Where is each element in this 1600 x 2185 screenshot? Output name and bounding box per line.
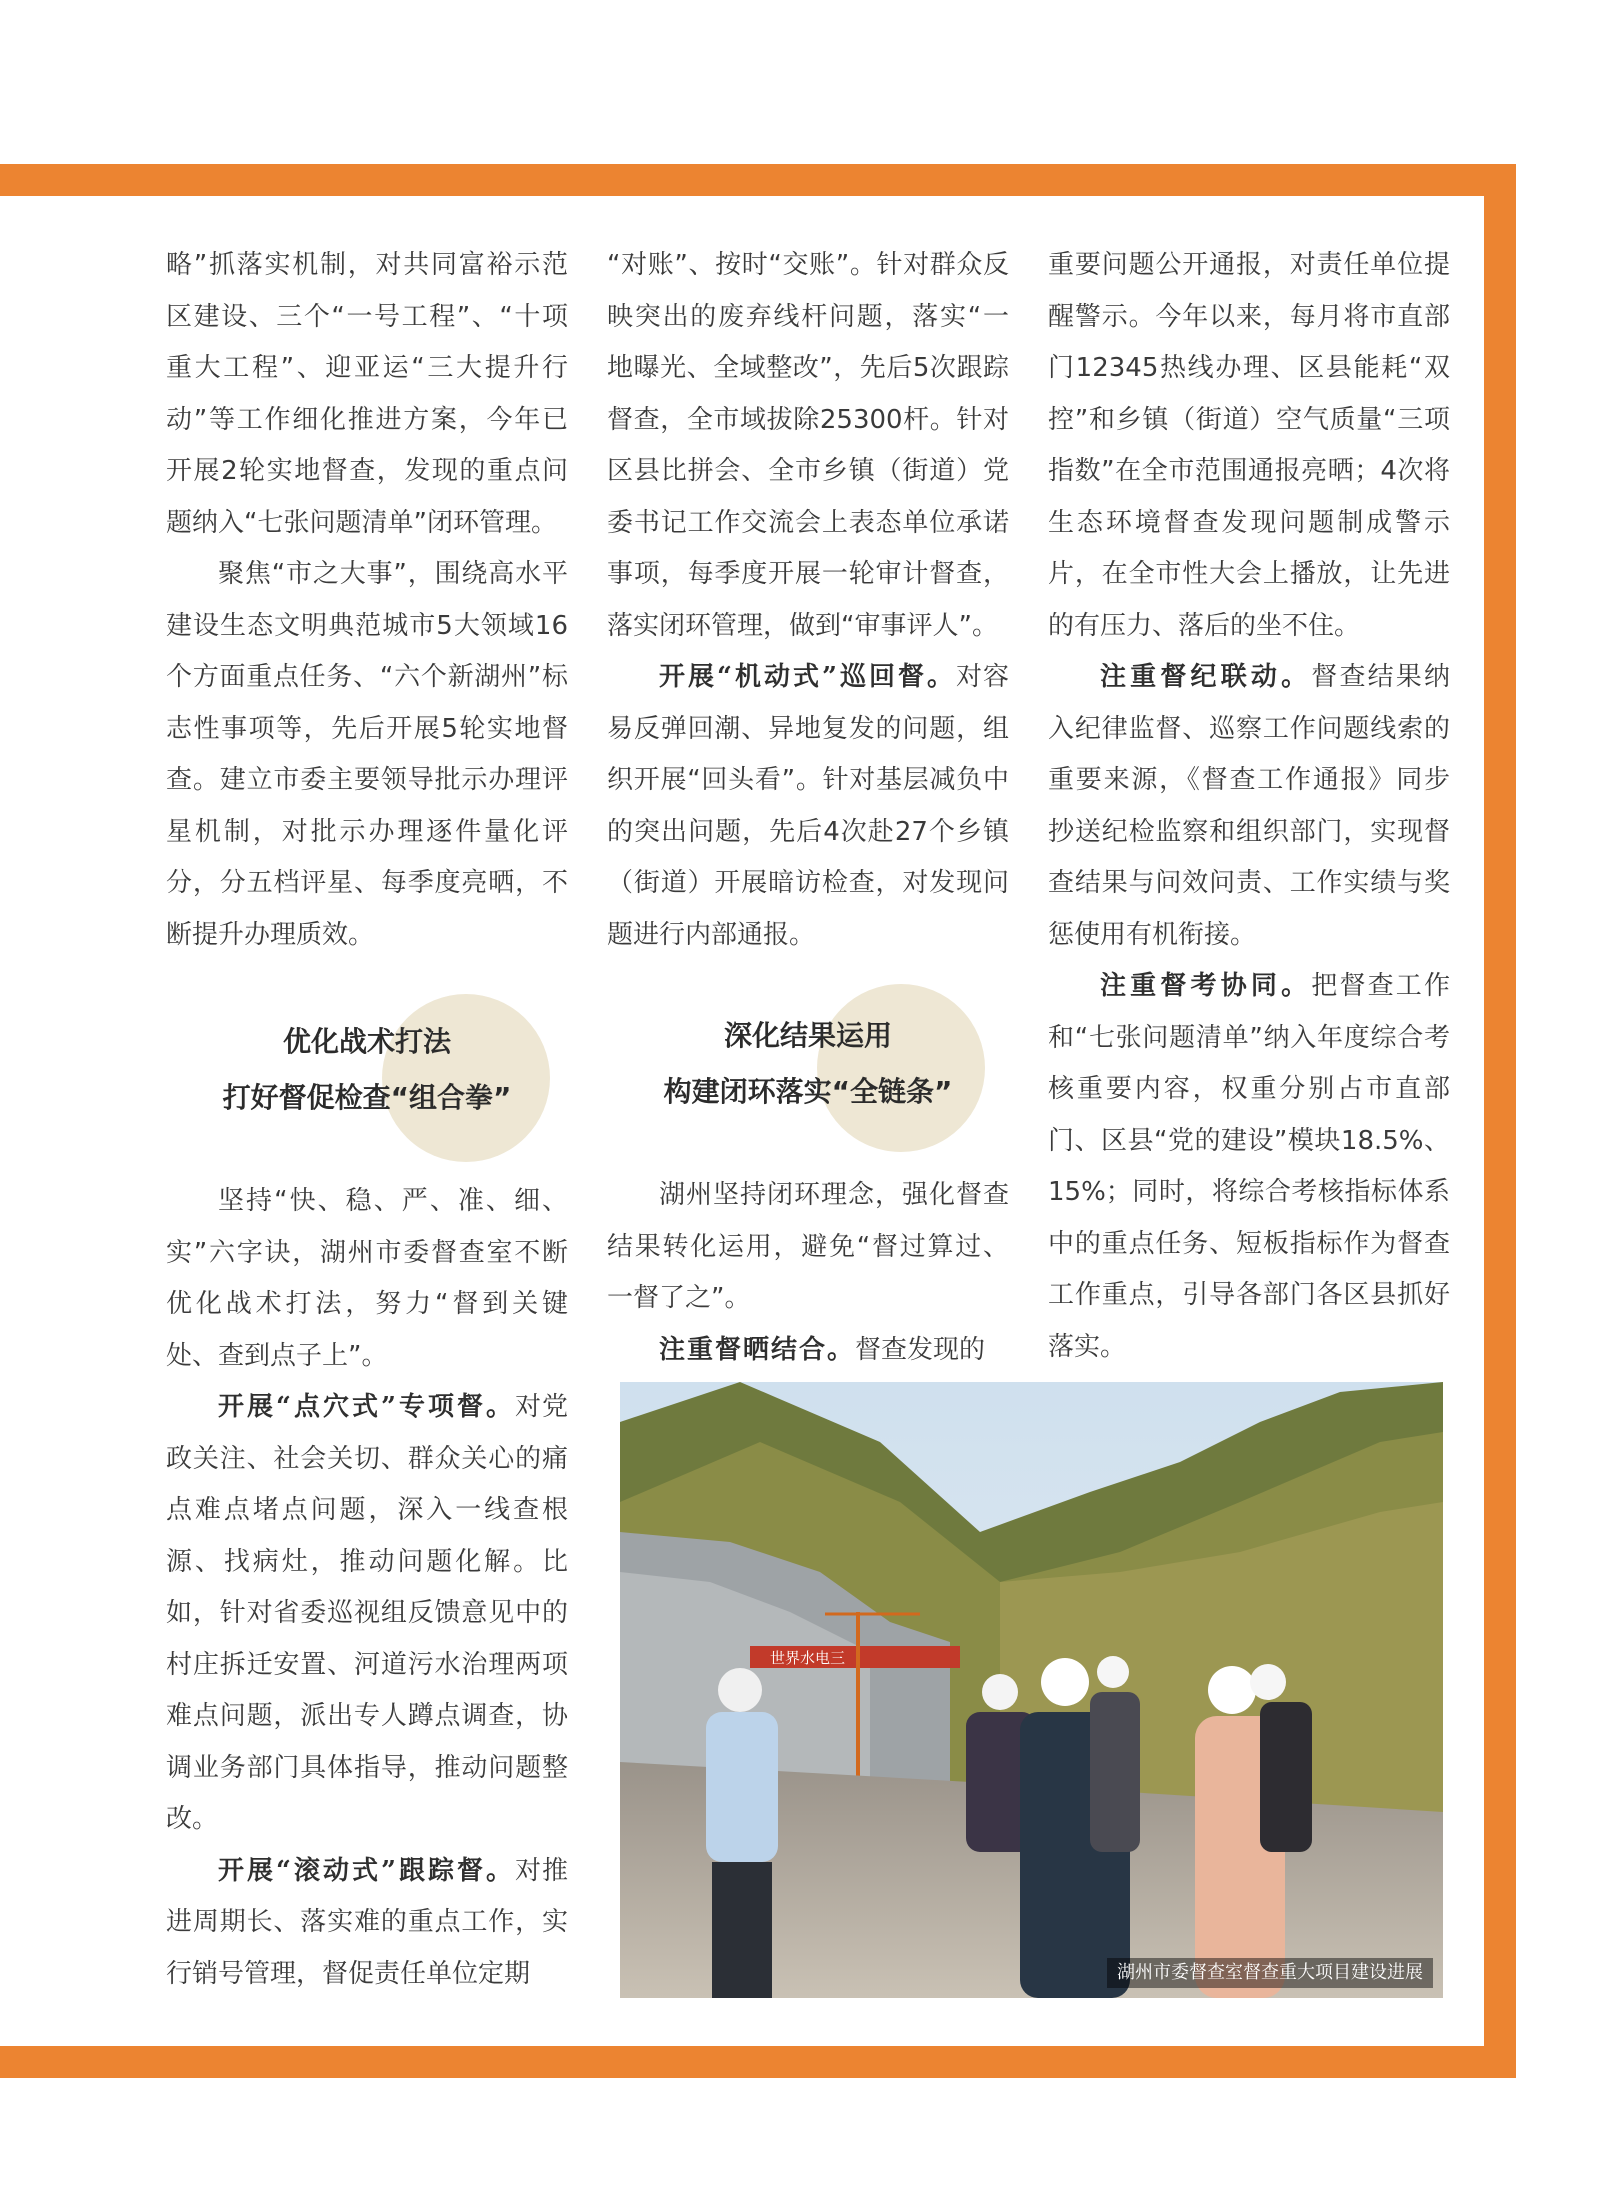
col2-paragraph-1: “对账”、按时“交账”。针对群众反映突出的废弃线杆问题，落实“一地曝光、全域整改”，先后5次跟踪督查，全市域拔除25300杆。针对区县比拼会、全市乡镇（街道）党委书记工作交流会上表态单位承诺事项，每季度开展一轮审计督查，落实闭环管理，做到“审事评人”。 — [607, 250, 1009, 641]
orange-frame-bottom — [0, 2046, 1516, 2078]
col2-paragraph-2-lead: 开展“机动式”巡回督。 — [659, 662, 956, 692]
col3-paragraph-2-lead: 注重督纪联动。 — [1100, 662, 1312, 692]
col2-paragraph-4-body: 督查发现的 — [855, 1334, 986, 1365]
column-1-upper — [166, 240, 568, 961]
col1-paragraph-2: 聚焦“市之大事”，围绕高水平建设生态文明典范城市5大领域16个方面重点任务、“六个新湖州”标志性事项等，先后开展5轮实地督查。建立市委主要领导批示办理评星机制，对批示办理逐件量化评分，分五档评星、每季度亮晒，不断提升办理质效。 — [166, 559, 568, 950]
col3-paragraph-2 — [1048, 652, 1450, 961]
col2-paragraph-2-body: 对容易反弹回潮、异地复发的问题，组织开展“回头看”。针对基层减负中的突出问题，先后4次赴27个乡镇（街道）开展暗访检查，对发现问题进行内部通报。 — [607, 662, 1009, 950]
photo-caption: 湖州市委督查室督查重大项目建设进展 — [1107, 1958, 1433, 1988]
col1-paragraph-3: 坚持“快、稳、严、准、细、实”六字诀，湖州市委督查室不断优化战术打法，努力“督到关键处、查到点子上”。 — [166, 1186, 568, 1371]
heading-1-line-1: 优化战术打法 — [282, 1025, 451, 1058]
orange-frame-top — [0, 164, 1516, 196]
project-site-photo — [620, 1382, 1443, 1998]
col3-paragraph-3 — [1048, 961, 1450, 1373]
col1-paragraph-5-lead: 开展“滚动式”跟踪督。 — [218, 1855, 515, 1886]
heading-1-line-2: 打好督促检查“组合拳” — [222, 1081, 512, 1114]
orange-frame-right — [1484, 164, 1516, 2078]
col1-paragraph-4-body: 对党政关注、社会关切、群众关心的痛点难点堵点问题，深入一线查根源、找病灶，推动问题化解。比如，针对省委巡视组反馈意见中的村庄拆迁安置、河道污水治理两项难点问题，派出专人蹲点调查，协调业务部门具体指导，推动问题整改。 — [166, 1392, 568, 1834]
col1-paragraph-5-body: 对推进周期长、落实难的重点工作，实行销号管理，督促责任单位定期 — [166, 1855, 568, 1989]
col1-paragraph-1: 略”抓落实机制，对共同富裕示范区建设、三个“一号工程”、“十项重大工程”、迎亚运“三大提升行动”等工作细化推进方案，今年已开展2轮实地督查，发现的重点问题纳入“七张问题清单”闭环管理。 — [166, 250, 568, 538]
col1-paragraph-4 — [166, 1382, 568, 1846]
col3-paragraph-2-body: 督查结果纳入纪律监督、巡察工作问题线索的重要来源，《督查工作通报》同步抄送纪检监察和组织部门，实现督查结果与问效问责、工作实绩与奖惩使用有机衔接。 — [1048, 662, 1450, 950]
photo-illustration — [620, 1382, 1443, 1998]
heading-2-line-1: 深化结果运用 — [723, 1019, 892, 1052]
col2-paragraph-2 — [607, 652, 1009, 961]
col3-paragraph-1: 重要问题公开通报，对责任单位提醒警示。今年以来，每月将市直部门12345热线办理、区县能耗“双控”和乡镇（街道）空气质量“三项指数”在全市范围通报亮晒；4次将生态环境督查发现问题制成警示片，在全市性大会上播放，让先进的有压力、落后的坐不住。 — [1048, 250, 1450, 641]
column-2-lower — [607, 1170, 1009, 1376]
col2-paragraph-4 — [607, 1325, 1009, 1377]
col3-paragraph-3-lead: 注重督考协同。 — [1100, 971, 1312, 1001]
column-2-upper — [607, 240, 1009, 961]
column-3 — [1048, 240, 1450, 1373]
col3-paragraph-3-body: 把督查工作和“七张问题清单”纳入年度综合考核重要内容，权重分别占市直部门、区县“党的建设”模块18.5%、15%；同时，将综合考核指标体系中的重点任务、短板指标作为督查工作重点，引导各部门各区县抓好落实。 — [1048, 971, 1450, 1362]
heading-2-line-2: 构建闭环落实“全链条” — [663, 1075, 953, 1108]
col2-paragraph-4-lead: 注重督晒结合。 — [659, 1334, 856, 1365]
col1-paragraph-5 — [166, 1846, 568, 2001]
section-heading-2 — [607, 1008, 1009, 1120]
col2-paragraph-3: 湖州坚持闭环理念，强化督查结果转化运用，避免“督过算过、一督了之”。 — [607, 1180, 1009, 1313]
site-banner-text: 世界水电三 — [770, 1649, 846, 1667]
col1-paragraph-4-lead: 开展“点穴式”专项督。 — [218, 1392, 515, 1422]
section-heading-1 — [166, 1014, 568, 1126]
column-1-lower — [166, 1176, 568, 2000]
